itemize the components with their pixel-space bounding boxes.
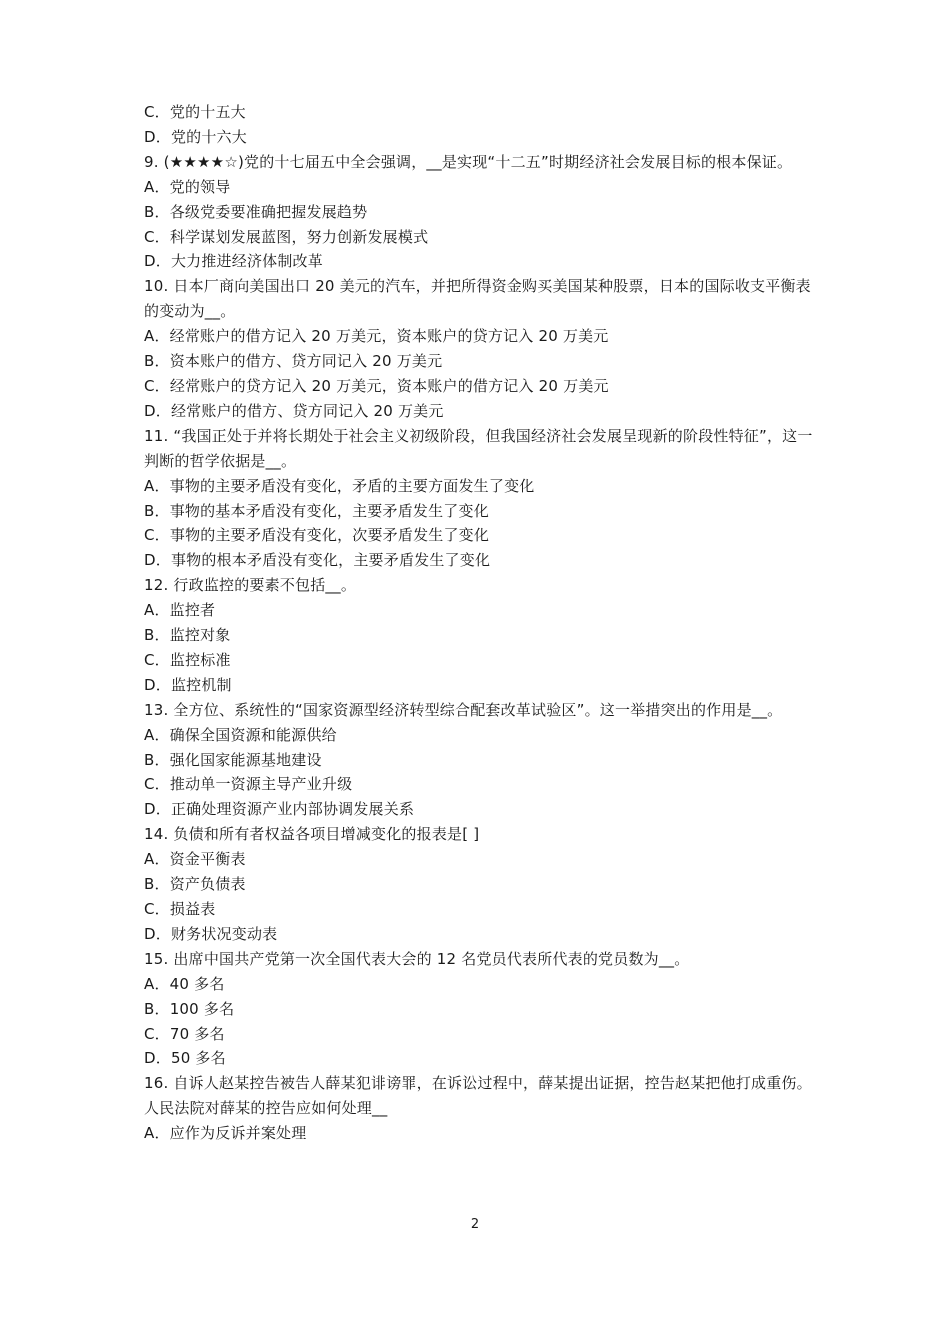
option-line: A．经常账户的借方记入 20 万美元，资本账户的贷方记入 20 万美元 [144, 327, 609, 346]
question-line: 12. 行政监控的要素不包括__。 [144, 576, 357, 595]
document-body [144, 100, 824, 1146]
page-number: 2 [470, 1217, 480, 1232]
option-line: D．事物的根本矛盾没有变化，主要矛盾发生了变化 [144, 551, 491, 570]
option-line: D．大力推进经济体制改革 [144, 252, 323, 271]
option-line: B．各级党委要准确把握发展趋势 [144, 202, 368, 221]
option-line: B．事物的基本矛盾没有变化，主要矛盾发生了变化 [144, 501, 489, 520]
option-line: A．确保全国资源和能源供给 [144, 725, 337, 744]
option-line: B．强化国家能源基地建设 [144, 750, 322, 769]
option-line: D．财务状况变动表 [144, 924, 278, 943]
option-line: B．100 多名 [144, 999, 235, 1018]
option-line: A．事物的主要矛盾没有变化，矛盾的主要方面发生了变化 [144, 476, 535, 495]
option-line: D．监控机制 [144, 675, 232, 694]
option-line: C．党的十五大 [144, 103, 246, 121]
question-line: 10. 日本厂商向美国出口 20 美元的汽车，并把所得资金购买美国某种股票，日本的国际收支平衡表的变动为__。 [144, 277, 811, 321]
option-line: D．党的十六大 [144, 127, 247, 146]
option-line: D．50 多名 [144, 1049, 226, 1068]
question-line: 14. 负债和所有者权益各项目增减变化的报表是[ ] [144, 825, 480, 844]
option-line: B．监控对象 [144, 626, 231, 645]
option-line: C．经常账户的贷方记入 20 万美元，资本账户的借方记入 20 万美元 [144, 376, 609, 395]
question-line: 9. (★★★★☆)党的十七届五中全会强调，__是实现“十二五”时期经济社会发展目标的根本保证。 [144, 152, 793, 171]
option-line: C．监控标准 [144, 650, 231, 669]
question-line: 16. 自诉人赵某控告被告人薛某犯诽谤罪，在诉讼过程中，薛某提出证据，控告赵某把他打成重伤。人民法院对薛某的控告应如何处理__ [144, 1074, 812, 1118]
option-line: D．正确处理资源产业内部协调发展关系 [144, 800, 415, 819]
option-line: C．科学谋划发展蓝图，努力创新发展模式 [144, 227, 429, 246]
option-line: C．事物的主要矛盾没有变化，次要矛盾发生了变化 [144, 526, 490, 545]
question-line: 11. “我国正处于并将长期处于社会主义初级阶段，但我国经济社会发展呈现新的阶段性特征”，这一判断的哲学依据是__。 [144, 426, 813, 470]
option-line: A．党的领导 [144, 177, 231, 196]
option-line: B．资产负债表 [144, 875, 246, 894]
option-line: A．40 多名 [144, 974, 225, 993]
option-line: C．70 多名 [144, 1024, 225, 1043]
question-line: 15. 出席中国共产党第一次全国代表大会的 12 名党员代表所代表的党员数为__。 [144, 949, 690, 968]
option-line: D．经常账户的借方、贷方同记入 20 万美元 [144, 401, 444, 420]
option-line: A．应作为反诉并案处理 [144, 1124, 307, 1143]
question-line: 13. 全方位、系统性的“国家资源型经济转型综合配套改革试验区”。这一举措突出的作用是__。 [144, 700, 783, 719]
option-line: A．监控者 [144, 601, 216, 620]
option-line: C．损益表 [144, 900, 216, 918]
option-line: C．推动单一资源主导产业升级 [144, 775, 353, 794]
option-line: B．资本账户的借方、贷方同记入 20 万美元 [144, 352, 443, 371]
option-line: A．资金平衡表 [144, 850, 246, 869]
